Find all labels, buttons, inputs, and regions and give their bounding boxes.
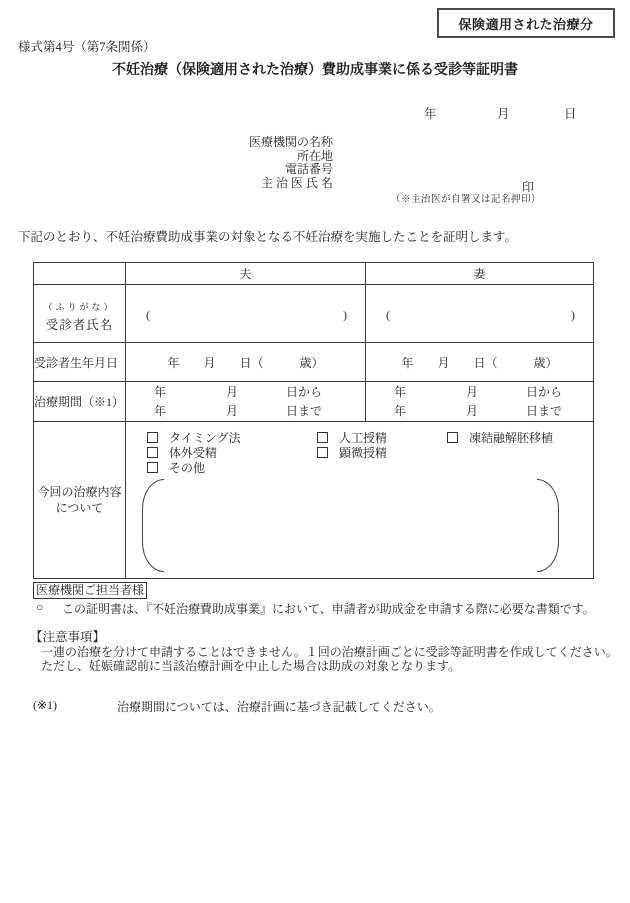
- birthdate-label: 受診者生年月日: [34, 343, 126, 382]
- footnote-mark: (※1): [33, 698, 58, 712]
- certificate-table: [33, 262, 594, 579]
- wife-birthdate-field[interactable]: 年 月 日（ 歳）: [366, 343, 594, 382]
- treatment-content-label-cell: [34, 422, 126, 579]
- bullet-statement: [36, 600, 595, 617]
- header-empty-cell: [34, 263, 126, 285]
- note-line: 一連の治療を分けて申請することはできません。１回の治療計画ごとに受診等証明書を作成してください。: [41, 645, 618, 659]
- contact-header-box: [33, 582, 147, 599]
- checkbox-icon[interactable]: [147, 432, 158, 443]
- checkbox-column-2: [317, 430, 387, 460]
- checkbox-icon[interactable]: [317, 447, 328, 458]
- wife-name-field[interactable]: [366, 285, 594, 343]
- furigana-label: （ふりがな）: [43, 301, 116, 312]
- institution-address-label: 所在地: [296, 148, 333, 163]
- husband-birthdate-field[interactable]: 年 月 日（ 歳）: [126, 343, 366, 382]
- seal-note: （※主治医が自署又は記名押印）: [390, 195, 541, 205]
- treatment-content-label-line2: について: [55, 501, 104, 515]
- header-wife-cell: 妻: [366, 263, 594, 285]
- institution-name-label: 医療機関の名称: [248, 135, 333, 149]
- husband-furigana-parens: [126, 304, 365, 323]
- period-from-line: 年 月 日から: [154, 384, 323, 399]
- treatment-period-row: [34, 382, 594, 422]
- checkbox-label: 顕微授精: [339, 446, 388, 460]
- page-title: 不妊治療（保険適用された治療）費助成事業に係る受診等証明書: [112, 63, 518, 78]
- contact-header-label: 医療機関ご担当者様: [36, 583, 145, 597]
- date-month-label: 月: [497, 107, 510, 121]
- checkbox-icon[interactable]: [447, 432, 458, 443]
- treatment-detail-area[interactable]: [142, 479, 559, 575]
- header-husband-cell: 夫: [126, 263, 366, 285]
- date-day-label: 日: [564, 107, 577, 121]
- bullet-statement-text: この証明書は、『不妊治療費助成事業』において、申請者が助成金を申請する際に必要な書類です。: [62, 602, 595, 616]
- wife-treatment-period-field[interactable]: [366, 382, 594, 422]
- table-header-row: [34, 263, 594, 285]
- checkbox-other[interactable]: [147, 460, 241, 475]
- insurance-covered-badge: [437, 8, 615, 38]
- period-to-line: 年 月 日まで: [394, 403, 563, 418]
- checkbox-label: その他: [169, 461, 206, 475]
- treatment-content-cell: [126, 422, 594, 579]
- husband-name-field[interactable]: [126, 285, 366, 343]
- close-paren: ): [571, 308, 575, 322]
- form-number: 様式第4号（第7条関係）: [18, 40, 156, 54]
- open-paren: (: [146, 308, 150, 322]
- circle-bullet-icon: ○: [36, 600, 44, 614]
- checkbox-icsi[interactable]: [317, 445, 387, 460]
- checkbox-icon[interactable]: [147, 447, 158, 458]
- checkbox-timing-method[interactable]: [147, 430, 241, 445]
- patient-name-row: [34, 285, 594, 343]
- checkbox-label: 凍結融解胚移植: [469, 431, 554, 445]
- checkbox-artificial-insemination[interactable]: [317, 430, 387, 445]
- checkbox-label: 人工授精: [339, 431, 388, 445]
- footnote-text: 治療期間については、治療計画に基づき記載してください。: [117, 700, 441, 714]
- checkbox-icon[interactable]: [147, 462, 158, 473]
- checkbox-frozen-embryo-transfer[interactable]: [447, 430, 553, 445]
- treatment-period-label: 治療期間（※1）: [34, 382, 126, 422]
- treatment-content-row: [34, 422, 594, 579]
- date-year-label: 年: [424, 107, 437, 121]
- seal-mark: 印: [522, 180, 535, 194]
- checkbox-label: タイミング法: [169, 431, 241, 445]
- big-open-paren: [142, 479, 164, 572]
- birthdate-row: [34, 343, 594, 382]
- patient-name-label-cell: [34, 285, 126, 343]
- husband-treatment-period-field[interactable]: [126, 382, 366, 422]
- institution-phone-label: 電話番号: [284, 162, 333, 176]
- doctor-name-label: 主 治 医 氏 名: [260, 175, 333, 190]
- wife-furigana-parens: [366, 304, 593, 323]
- checkbox-icon[interactable]: [317, 432, 328, 443]
- checkbox-label: 体外受精: [169, 446, 218, 460]
- patient-name-label: 受診者氏名: [45, 317, 114, 332]
- period-from-line: 年 月 日から: [394, 384, 563, 399]
- declaration-text: 下記のとおり、不妊治療費助成事業の対象となる不妊治療を実施したことを証明します。: [18, 230, 518, 244]
- institution-block: [133, 136, 333, 190]
- notes-header: 【注意事項】: [30, 630, 106, 644]
- big-close-paren: [537, 479, 559, 572]
- period-to-line: 年 月 日まで: [154, 403, 323, 418]
- treatment-content-label-line1: 今回の治療内容: [37, 485, 122, 499]
- insurance-covered-badge-label: 保険適用された治療分: [458, 16, 594, 32]
- open-paren: (: [386, 308, 390, 322]
- note-line: ただし、妊娠確認前に当該治療計画を中止した場合は助成の対象となります。: [41, 659, 461, 673]
- checkbox-column-1: [147, 430, 241, 475]
- close-paren: ): [343, 308, 347, 322]
- checkbox-ivf[interactable]: [147, 445, 241, 460]
- checkbox-column-3: [447, 430, 553, 445]
